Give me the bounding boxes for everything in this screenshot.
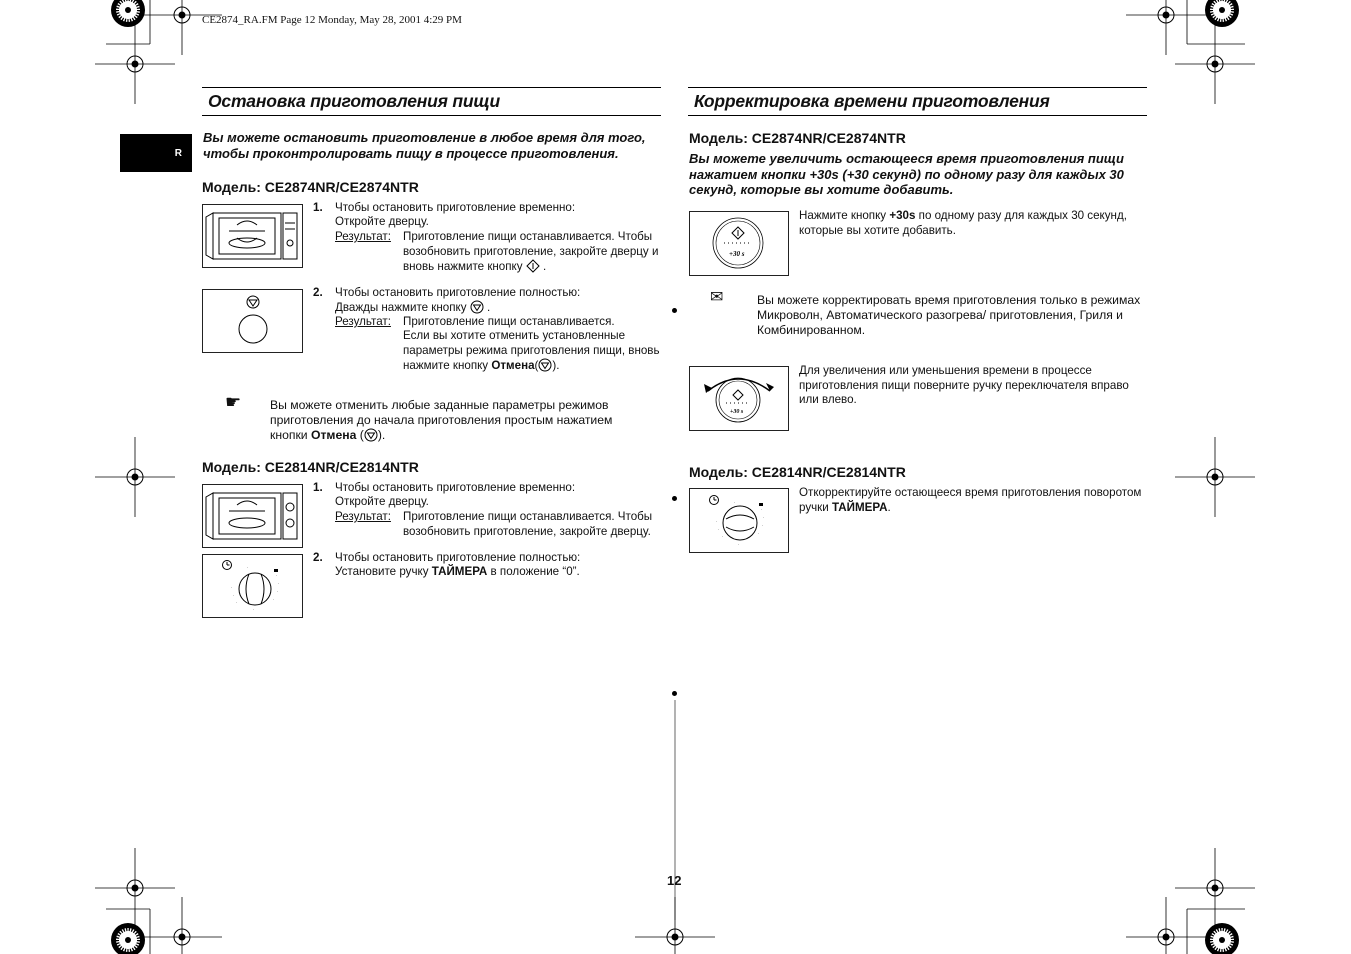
- page-number: 12: [667, 873, 682, 888]
- stop-cancel-icon: [470, 300, 484, 314]
- file-header: CE2874_RA.FM Page 12 Monday, May 28, 2001 4:29 PM: [202, 14, 462, 26]
- microwave-open-image: [202, 204, 303, 268]
- result-label: Результат:: [335, 510, 391, 523]
- result-label: Результат:: [335, 315, 391, 328]
- svg-text:·: ·: [758, 531, 760, 536]
- result-text: Если вы хотите отменить установленные параметры режима приготовления пищи, вновь нажмите кнопку Отмена( ).: [403, 329, 660, 373]
- pointing-hand-icon: ☛: [225, 392, 242, 412]
- model-heading: Модель: CE2874NR/CE2874NTR: [202, 179, 419, 195]
- step-text: Чтобы остановить приготовление полностью:: [335, 286, 581, 299]
- microwave-open-image: [202, 484, 303, 548]
- step-text: Чтобы остановить приготовление временно:: [335, 481, 576, 494]
- step-number: 1.: [313, 481, 323, 494]
- svg-text:·: ·: [738, 542, 740, 547]
- step-text: Откройте дверцу.: [335, 495, 429, 508]
- start-diamond-icon: [526, 259, 540, 273]
- plus30s-button-image: [689, 211, 789, 276]
- button-label: +30 s: [729, 250, 745, 258]
- svg-text:+30 s: +30 s: [730, 409, 744, 415]
- svg-text:·: ·: [763, 515, 765, 520]
- svg-text:·: ·: [278, 581, 280, 586]
- note-text: Вы можете отменить любые заданные параметры режимов приготовления до начала приготовления простым нажатием кнопки Отмена ( ).: [270, 398, 613, 442]
- instruction-text: Откорректируйте остающееся время приготовления поворотом ручки ТАЙМЕРА.: [799, 486, 1142, 514]
- step-number: 2.: [313, 286, 323, 299]
- svg-text:·: ·: [734, 500, 736, 505]
- result-text: Приготовление пищи останавливается. Чтобы возобновить приготовление, закройте дверцу.: [403, 510, 653, 538]
- svg-text:·: ·: [247, 565, 249, 570]
- title-rule-bottom: [202, 115, 661, 116]
- title-rule-top: [688, 87, 1147, 88]
- left-intro: Вы можете остановить приготовление в любое время для того, чтобы проконтролировать пищу в процессе приготовления.: [203, 130, 646, 161]
- svg-text:·: ·: [277, 589, 279, 594]
- stop-cancel-icon: [538, 358, 552, 372]
- title-rule-bottom: [688, 115, 1147, 116]
- left-section-title: Остановка приготовления пищи: [208, 91, 501, 111]
- svg-text:·: ·: [761, 507, 763, 512]
- svg-text:·: ·: [718, 527, 720, 532]
- timer-dial-image: [202, 554, 303, 618]
- step-number: 2.: [313, 551, 323, 564]
- step-text: Чтобы остановить приготовление полностью:: [335, 551, 581, 564]
- svg-text:·: ·: [722, 534, 724, 539]
- model-heading: Модель: CE2814NR/CE2814NTR: [202, 459, 419, 475]
- step-text: Дважды нажмите кнопку .: [335, 301, 491, 314]
- note-text: Вы можете корректировать время приготовления только в режимах Микроволн, Автоматического разогрева/ приготовления, Гриля и Комбинированном.: [757, 293, 1141, 337]
- language-tab: R: [120, 134, 192, 172]
- rotary-dial-image: [689, 366, 789, 431]
- stop-button-image: [202, 289, 303, 353]
- envelope-icon: ✉: [710, 289, 724, 306]
- result-label: Результат:: [335, 230, 391, 243]
- svg-text:·: ·: [236, 600, 238, 605]
- instruction-text: Нажмите кнопку +30s по одному разу для каждых 30 секунд, которые вы хотите добавить.: [799, 209, 1127, 237]
- timer-dial-image: [689, 488, 789, 553]
- result-text: Приготовление пищи останавливается. Чтобы возобновить приготовление, закройте дверцу и вновь нажмите кнопку .: [403, 230, 659, 274]
- title-rule-top: [202, 87, 661, 88]
- model-heading: Модель: CE2814NR/CE2814NTR: [689, 464, 906, 480]
- svg-text:·: ·: [762, 523, 764, 528]
- svg-text:·: ·: [273, 597, 275, 602]
- model-heading: Модель: CE2874NR/CE2874NTR: [689, 130, 906, 146]
- svg-text:·: ·: [233, 593, 235, 598]
- step-text: Установите ручку ТАЙМЕРА в положение “0”.: [335, 565, 580, 578]
- svg-text:·: ·: [276, 573, 278, 578]
- instruction-text: Для увеличения или уменьшения времени в процессе приготовления пищи поверните ручку переключателя вправо или влево.: [799, 364, 1129, 407]
- separator-dot: [672, 496, 677, 501]
- svg-text:·: ·: [231, 585, 233, 590]
- svg-text:·: ·: [253, 607, 255, 612]
- separator-dot: [672, 308, 677, 313]
- step-text: Чтобы остановить приготовление временно:: [335, 201, 576, 214]
- result-text: Приготовление пищи останавливается.: [403, 315, 615, 328]
- stop-cancel-icon: [364, 428, 378, 442]
- step-number: 1.: [313, 201, 323, 214]
- right-intro: Вы можете увеличить остающееся время приготовления пищи нажатием кнопки +30s (+30 секунд) по одному разу для каждых 30 секунд, которые вы хотите добавить.: [689, 151, 1124, 197]
- right-section-title: Корректировка времени приготовления: [694, 91, 1050, 111]
- svg-text:·: ·: [716, 519, 718, 524]
- separator-dot: [672, 691, 677, 696]
- step-text: Откройте дверцу.: [335, 215, 429, 228]
